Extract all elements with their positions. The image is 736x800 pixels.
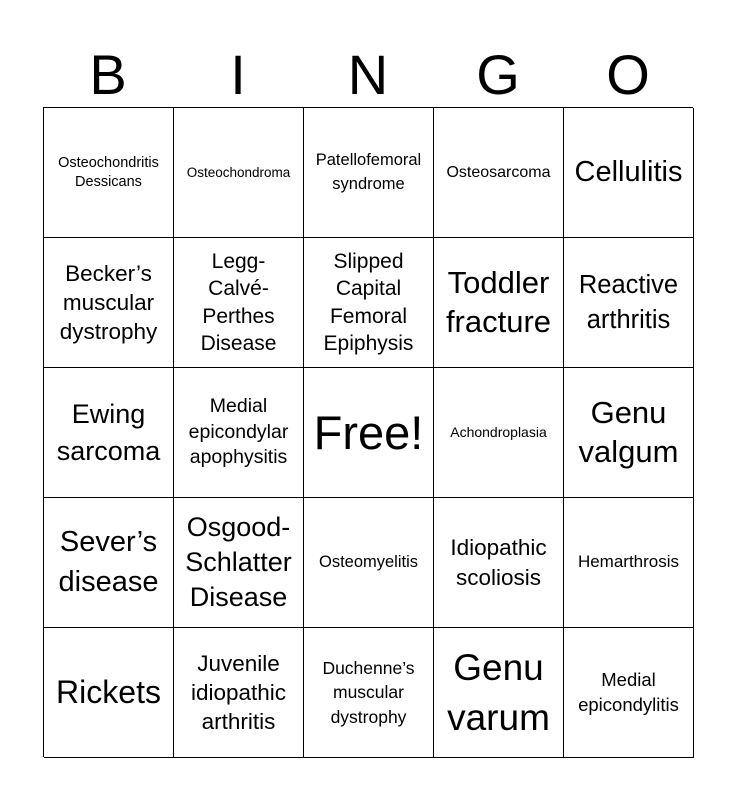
bingo-cell[interactable]: [434, 628, 564, 758]
header-letter-b: B: [89, 43, 127, 106]
cell-text: Osteomyelitis: [318, 553, 419, 572]
cell-text: Achondroplasia: [450, 424, 547, 441]
header-letter-i: I: [230, 43, 246, 106]
cell-text: Osteochondroma: [186, 164, 291, 180]
bingo-cell[interactable]: [434, 238, 564, 368]
cell-text: Duchenne’s muscular dystrophy: [322, 657, 415, 727]
bingo-cell[interactable]: [174, 108, 304, 238]
bingo-cell[interactable]: [44, 238, 174, 368]
cell-text: Medial epicondylitis: [578, 669, 679, 715]
header-letter-g: G: [476, 43, 520, 106]
cell-text: Osgood-Schlatter Disease: [185, 511, 292, 613]
bingo-cell[interactable]: [44, 628, 174, 758]
cell-text: Patellofemoral syndrome: [315, 151, 422, 193]
header-letter-o: O: [606, 43, 650, 106]
cell-text: Idiopathic scoliosis: [450, 535, 547, 590]
cell-text: Juvenile idiopathic arthritis: [190, 650, 287, 735]
cell-text: Toddler fracture: [445, 264, 552, 339]
cell-text: Reactive arthritis: [578, 271, 679, 334]
cell-text: Ewing sarcoma: [56, 399, 161, 466]
bingo-cell[interactable]: [434, 498, 564, 628]
cell-text: Hemarthrosis: [577, 552, 680, 572]
bingo-cell[interactable]: [434, 108, 564, 238]
cell-text: Genu valgum: [578, 394, 679, 469]
bingo-header: [43, 43, 693, 106]
bingo-cell[interactable]: [304, 498, 434, 628]
cell-text: Medial epicondylar apophysitis: [188, 395, 289, 469]
bingo-cell[interactable]: [304, 238, 434, 368]
bingo-cell[interactable]: [174, 628, 304, 758]
cell-text: Legg-Calvé-Perthes Disease: [200, 249, 277, 355]
bingo-cell[interactable]: [44, 108, 174, 238]
header-letter-n: N: [347, 43, 389, 106]
bingo-cell[interactable]: [564, 238, 694, 368]
bingo-cell[interactable]: [304, 628, 434, 758]
bingo-cell[interactable]: [564, 498, 694, 628]
free-space[interactable]: [304, 368, 434, 498]
cell-text: Osteosarcoma: [446, 163, 551, 181]
bingo-cell[interactable]: [434, 368, 564, 498]
bingo-cell[interactable]: [564, 368, 694, 498]
cell-text: Rickets: [56, 673, 161, 710]
bingo-cell[interactable]: [44, 498, 174, 628]
bingo-cell[interactable]: [304, 108, 434, 238]
free-space-text: Free!: [313, 405, 424, 459]
bingo-cell[interactable]: [174, 368, 304, 498]
cell-text: Osteochondritis Dessicans: [58, 154, 159, 190]
bingo-cell[interactable]: [564, 628, 694, 758]
bingo-cell[interactable]: [44, 368, 174, 498]
cell-text: Slipped Capital Femoral Epiphysis: [323, 249, 414, 355]
bingo-cell[interactable]: [564, 108, 694, 238]
cell-text: Genu varum: [447, 646, 550, 738]
cell-text: Cellulitis: [574, 155, 683, 188]
bingo-cell[interactable]: [174, 238, 304, 368]
cell-text: Sever’s disease: [58, 526, 159, 598]
bingo-cell[interactable]: [174, 498, 304, 628]
bingo-board: [43, 107, 693, 757]
cell-text: Becker’s muscular dystrophy: [59, 260, 158, 345]
